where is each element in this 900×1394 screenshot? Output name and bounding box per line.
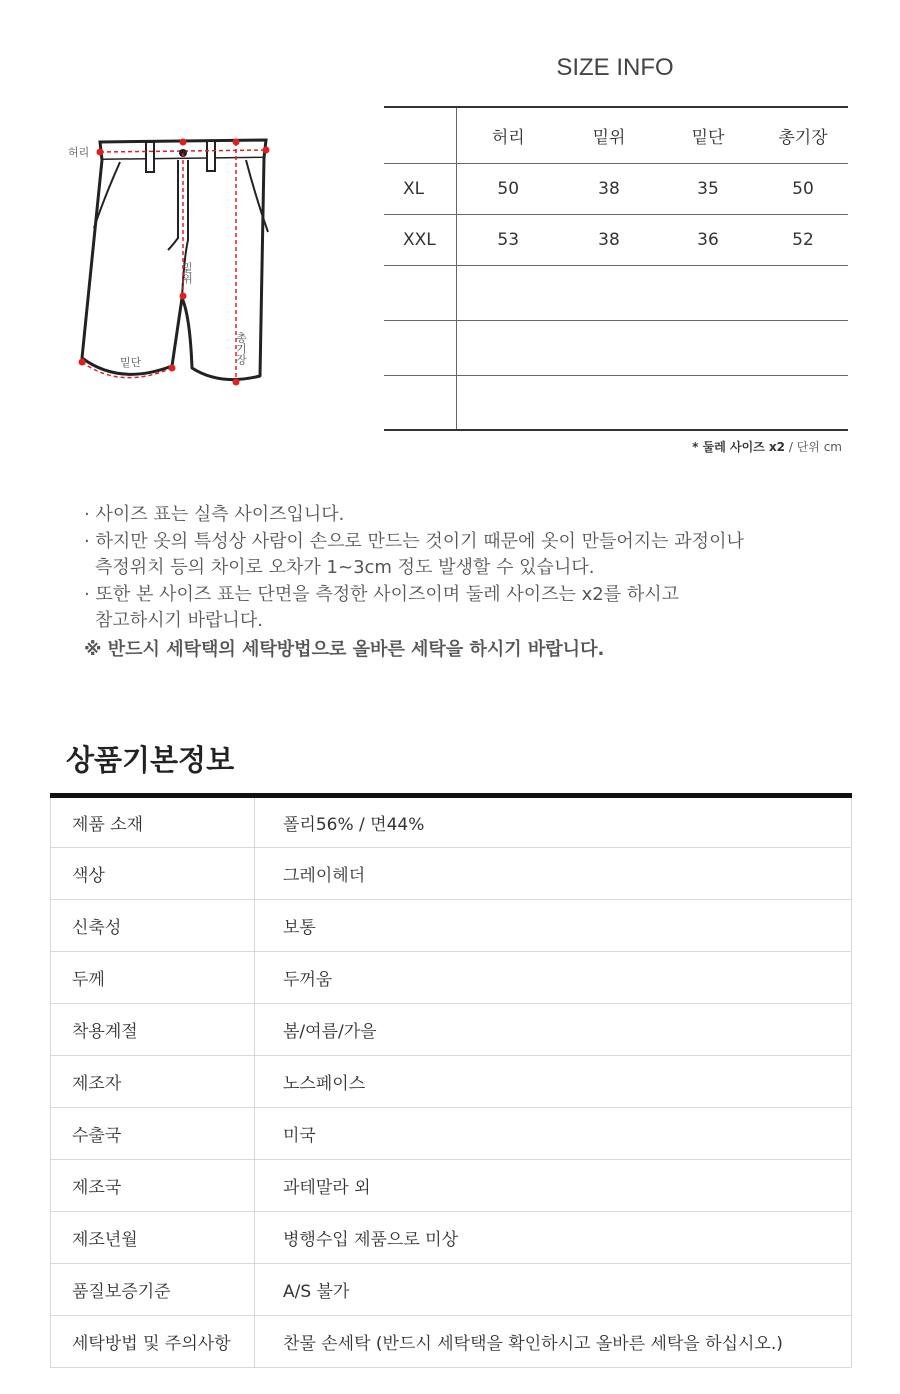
- waist-point-left: [97, 149, 104, 156]
- size-unit-note: [600, 438, 842, 455]
- info-label: 두께: [51, 952, 255, 1004]
- shorts-measurement-diagram: [60, 128, 290, 398]
- info-value: 노스페이스: [255, 1056, 852, 1108]
- info-label: 제품 소재: [51, 796, 255, 848]
- product-info-table: [50, 793, 852, 1368]
- rise-label: 밑위: [180, 262, 194, 284]
- hem-label: 밑단: [120, 356, 142, 369]
- info-label: 착용계절: [51, 1004, 255, 1056]
- size-notes: [84, 502, 844, 664]
- size-info-title: SIZE INFO: [556, 54, 674, 81]
- hem-point-right: [169, 365, 176, 372]
- shorts-diagram-svg: [60, 128, 290, 398]
- size-cell: 50: [758, 163, 848, 214]
- note-line: · 또한 본 사이즈 표는 단면을 측정한 사이즈이며 둘레 사이즈는 x2를 하시고: [84, 583, 680, 605]
- table-row: [51, 1316, 852, 1368]
- size-cell: 36: [658, 214, 758, 265]
- size-cell: 52: [758, 214, 848, 265]
- column-header-rise: 밑위: [560, 107, 658, 163]
- belt-loop-left: [146, 142, 154, 172]
- size-label: XL: [384, 163, 456, 214]
- length-bottom-point: [233, 379, 240, 386]
- info-value: 병행수입 제품으로 미상: [255, 1212, 852, 1264]
- washing-warning: ※ 반드시 세탁택의 세탁방법으로 올바른 세탁을 하시기 바랍니다.: [84, 638, 605, 660]
- waist-label: 허리: [68, 146, 90, 159]
- info-value: 찬물 손세탁 (반드시 세탁택을 확인하시고 올바른 세탁을 하십시오.): [255, 1316, 852, 1368]
- table-row: [51, 1004, 852, 1056]
- rise-top-point: [180, 139, 187, 146]
- size-row-empty: [384, 375, 848, 430]
- info-label: 품질보증기준: [51, 1264, 255, 1316]
- note-line: 측정위치 등의 차이로 오차가 1~3cm 정도 발생할 수 있습니다.: [95, 557, 595, 579]
- info-value: A/S 불가: [255, 1264, 852, 1316]
- column-header-waist: 허리: [456, 107, 560, 163]
- size-row-empty: [384, 265, 848, 320]
- size-row-xxl: [384, 214, 848, 265]
- column-header-length: 총기장: [758, 107, 848, 163]
- size-cell: 53: [456, 214, 560, 265]
- info-value: 봄/여름/가을: [255, 1004, 852, 1056]
- table-row: [51, 1108, 852, 1160]
- waist-point-right: [263, 147, 270, 154]
- info-label: 제조자: [51, 1056, 255, 1108]
- size-row-xl: [384, 163, 848, 214]
- info-label: 수출국: [51, 1108, 255, 1160]
- size-header-corner: [384, 107, 456, 163]
- info-label: 신축성: [51, 900, 255, 952]
- table-row: [51, 900, 852, 952]
- info-value: 과테말라 외: [255, 1160, 852, 1212]
- size-note-bold: * 둘레 사이즈 x2: [692, 440, 786, 454]
- table-row: [51, 1212, 852, 1264]
- rise-bottom-point: [180, 293, 187, 300]
- size-cell: 50: [456, 163, 560, 214]
- table-row: [51, 796, 852, 848]
- info-label: 세탁방법 및 주의사항: [51, 1316, 255, 1368]
- info-value: 폴리56% / 면44%: [255, 796, 852, 848]
- table-row: [51, 1160, 852, 1212]
- info-value: 미국: [255, 1108, 852, 1160]
- size-row-empty: [384, 320, 848, 375]
- size-label: XXL: [384, 214, 456, 265]
- length-label: 총기장: [234, 332, 248, 365]
- size-note-unit: / 단위 cm: [785, 440, 842, 454]
- size-cell: 38: [560, 163, 658, 214]
- table-row: [51, 1264, 852, 1316]
- size-table: [384, 106, 848, 431]
- note-line: · 하지만 옷의 특성상 사람이 손으로 만드는 것이기 때문에 옷이 만들어지는 과정이나: [84, 530, 744, 552]
- size-cell: 38: [560, 214, 658, 265]
- info-label: 색상: [51, 848, 255, 900]
- info-value: 두꺼움: [255, 952, 852, 1004]
- table-row: [51, 1056, 852, 1108]
- info-label: 제조년월: [51, 1212, 255, 1264]
- note-line: 참고하시기 바랍니다.: [95, 610, 263, 632]
- info-value: 보통: [255, 900, 852, 952]
- hem-point-left: [79, 359, 86, 366]
- column-header-hem: 밑단: [658, 107, 758, 163]
- table-row: [51, 952, 852, 1004]
- belt-loop-mid: [207, 141, 215, 171]
- info-label: 제조국: [51, 1160, 255, 1212]
- table-row: [51, 848, 852, 900]
- product-info-title: 상품기본정보: [66, 743, 235, 777]
- note-line: · 사이즈 표는 실측 사이즈입니다.: [84, 504, 345, 525]
- size-table-header-row: [384, 107, 848, 163]
- size-cell: 35: [658, 163, 758, 214]
- info-value: 그레이헤더: [255, 848, 852, 900]
